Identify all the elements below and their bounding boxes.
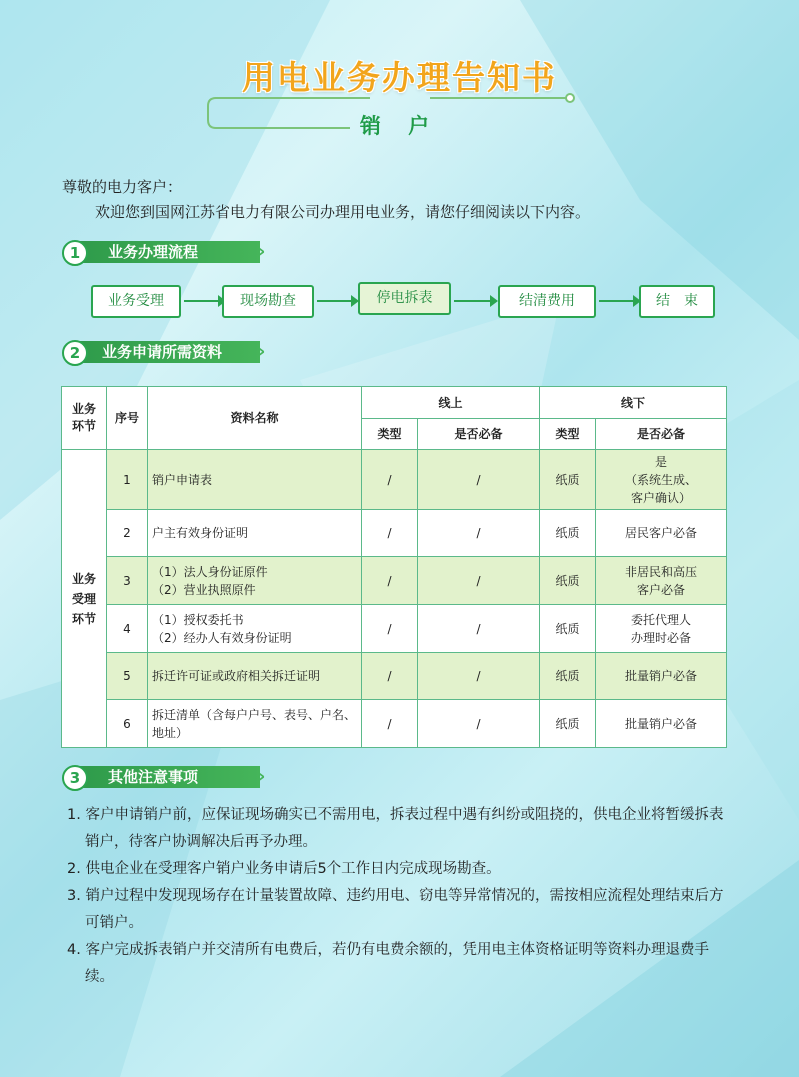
list-item: 4. 客户完成拆表销户并交清所有电费后，若仍有电费余额的，凭用电主体资格证明等资料办理退费手续。 — [67, 942, 709, 985]
section-title: 业务申请所需资料 — [72, 341, 260, 363]
row-name: （1）法人身份证原件 （2）营业执照原件 — [148, 557, 362, 605]
row-online-type: / — [362, 700, 418, 748]
list-item: 1. 客户申请销户前，应保证现场确实已不需用电，拆表过程中遇有纠纷或阻挠的，供电企业将暂缓拆表销户，待客户协调解决后再予办理。 — [67, 807, 724, 850]
greeting: 尊敬的电力客户： — [62, 178, 183, 196]
header-online: 线上 — [362, 387, 540, 419]
row-online-type: / — [362, 450, 418, 510]
row-offline-type: 纸质 — [540, 450, 596, 510]
row-offline-req: 居民客户必备 — [596, 510, 727, 557]
row-no: 4 — [107, 605, 148, 653]
list-item: 2. 供电企业在受理客户销户业务申请后5个工作日内完成现场勘查。 — [67, 861, 501, 877]
section-title: 其他注意事项 — [72, 766, 260, 788]
flow-step-settle: 结清费用 — [498, 285, 596, 318]
flow-step-end: 结 束 — [639, 285, 715, 318]
table-row — [62, 450, 727, 510]
intro-text: 欢迎您到国网江苏省电力有限公司办理用电业务，请您仔细阅读以下内容。 — [95, 203, 591, 221]
page-subtitle: 销 户 — [359, 114, 440, 138]
row-online-type: / — [362, 605, 418, 653]
header-offline-type: 类型 — [540, 419, 596, 450]
row-online-type: / — [362, 653, 418, 700]
row-offline-type: 纸质 — [540, 605, 596, 653]
row-online-req: / — [418, 700, 540, 748]
row-offline-req: 批量销户必备 — [596, 700, 727, 748]
section-number: 2 — [62, 340, 88, 366]
materials-table — [61, 386, 727, 748]
section-title: 业务办理流程 — [72, 241, 260, 263]
row-offline-req: 委托代理人 办理时必备 — [596, 605, 727, 653]
row-online-type: / — [362, 510, 418, 557]
env-cell: 业务受理环节 — [62, 450, 107, 748]
chevron-right-icon: › — [258, 341, 266, 362]
list-item: 3. 销户过程中发现现场存在计量装置故障、违约用电、窃电等异常情况的，需按相应流程处理结束后方可销户。 — [67, 888, 724, 931]
row-offline-type: 纸质 — [540, 557, 596, 605]
row-name: （1）授权委托书 （2）经办人有效身份证明 — [148, 605, 362, 653]
section-header-notes — [62, 765, 274, 789]
row-offline-type: 纸质 — [540, 700, 596, 748]
row-offline-req: 是 （系统生成、 客户确认） — [596, 450, 727, 510]
header-online-req: 是否必备 — [418, 419, 540, 450]
row-no: 1 — [107, 450, 148, 510]
row-name: 拆迁清单（含每户户号、表号、户名、地址） — [148, 700, 362, 748]
section-number: 3 — [62, 765, 88, 791]
row-offline-type: 纸质 — [540, 510, 596, 557]
row-no: 2 — [107, 510, 148, 557]
table-row — [62, 605, 727, 653]
row-name: 户主有效身份证明 — [148, 510, 362, 557]
header-offline-req: 是否必备 — [596, 419, 727, 450]
section-header-materials — [62, 340, 274, 364]
row-no: 6 — [107, 700, 148, 748]
row-online-type: / — [362, 557, 418, 605]
section-number: 1 — [62, 240, 88, 266]
chevron-right-icon: › — [258, 241, 266, 262]
notes-list — [67, 802, 735, 991]
header-no: 序号 — [107, 387, 148, 450]
section-header-process — [62, 240, 274, 264]
row-online-req: / — [418, 653, 540, 700]
flow-step-accept: 业务受理 — [91, 285, 181, 318]
row-offline-req: 批量销户必备 — [596, 653, 727, 700]
arrow-right-icon — [452, 293, 500, 309]
row-offline-type: 纸质 — [540, 653, 596, 700]
row-no: 3 — [107, 557, 148, 605]
page-title: 用电业务办理告知书 — [242, 58, 557, 97]
row-online-req: / — [418, 510, 540, 557]
row-online-req: / — [418, 450, 540, 510]
header-env: 业务环节 — [62, 387, 107, 450]
flow-step-survey: 现场勘查 — [222, 285, 314, 318]
row-online-req: / — [418, 605, 540, 653]
flow-step-disconnect: 停电拆表 — [358, 282, 451, 315]
arrow-right-icon — [315, 293, 361, 309]
row-no: 5 — [107, 653, 148, 700]
table-row — [62, 700, 727, 748]
row-name: 销户申请表 — [148, 450, 362, 510]
header-name: 资料名称 — [148, 387, 362, 450]
table-row — [62, 557, 727, 605]
table-row — [62, 653, 727, 700]
header-online-type: 类型 — [362, 419, 418, 450]
header-offline: 线下 — [540, 387, 727, 419]
chevron-right-icon: › — [258, 766, 266, 787]
row-offline-req: 非居民和高压 客户必备 — [596, 557, 727, 605]
row-name: 拆迁许可证或政府相关拆迁证明 — [148, 653, 362, 700]
arrow-right-icon — [597, 293, 643, 309]
table-row — [62, 510, 727, 557]
row-online-req: / — [418, 557, 540, 605]
